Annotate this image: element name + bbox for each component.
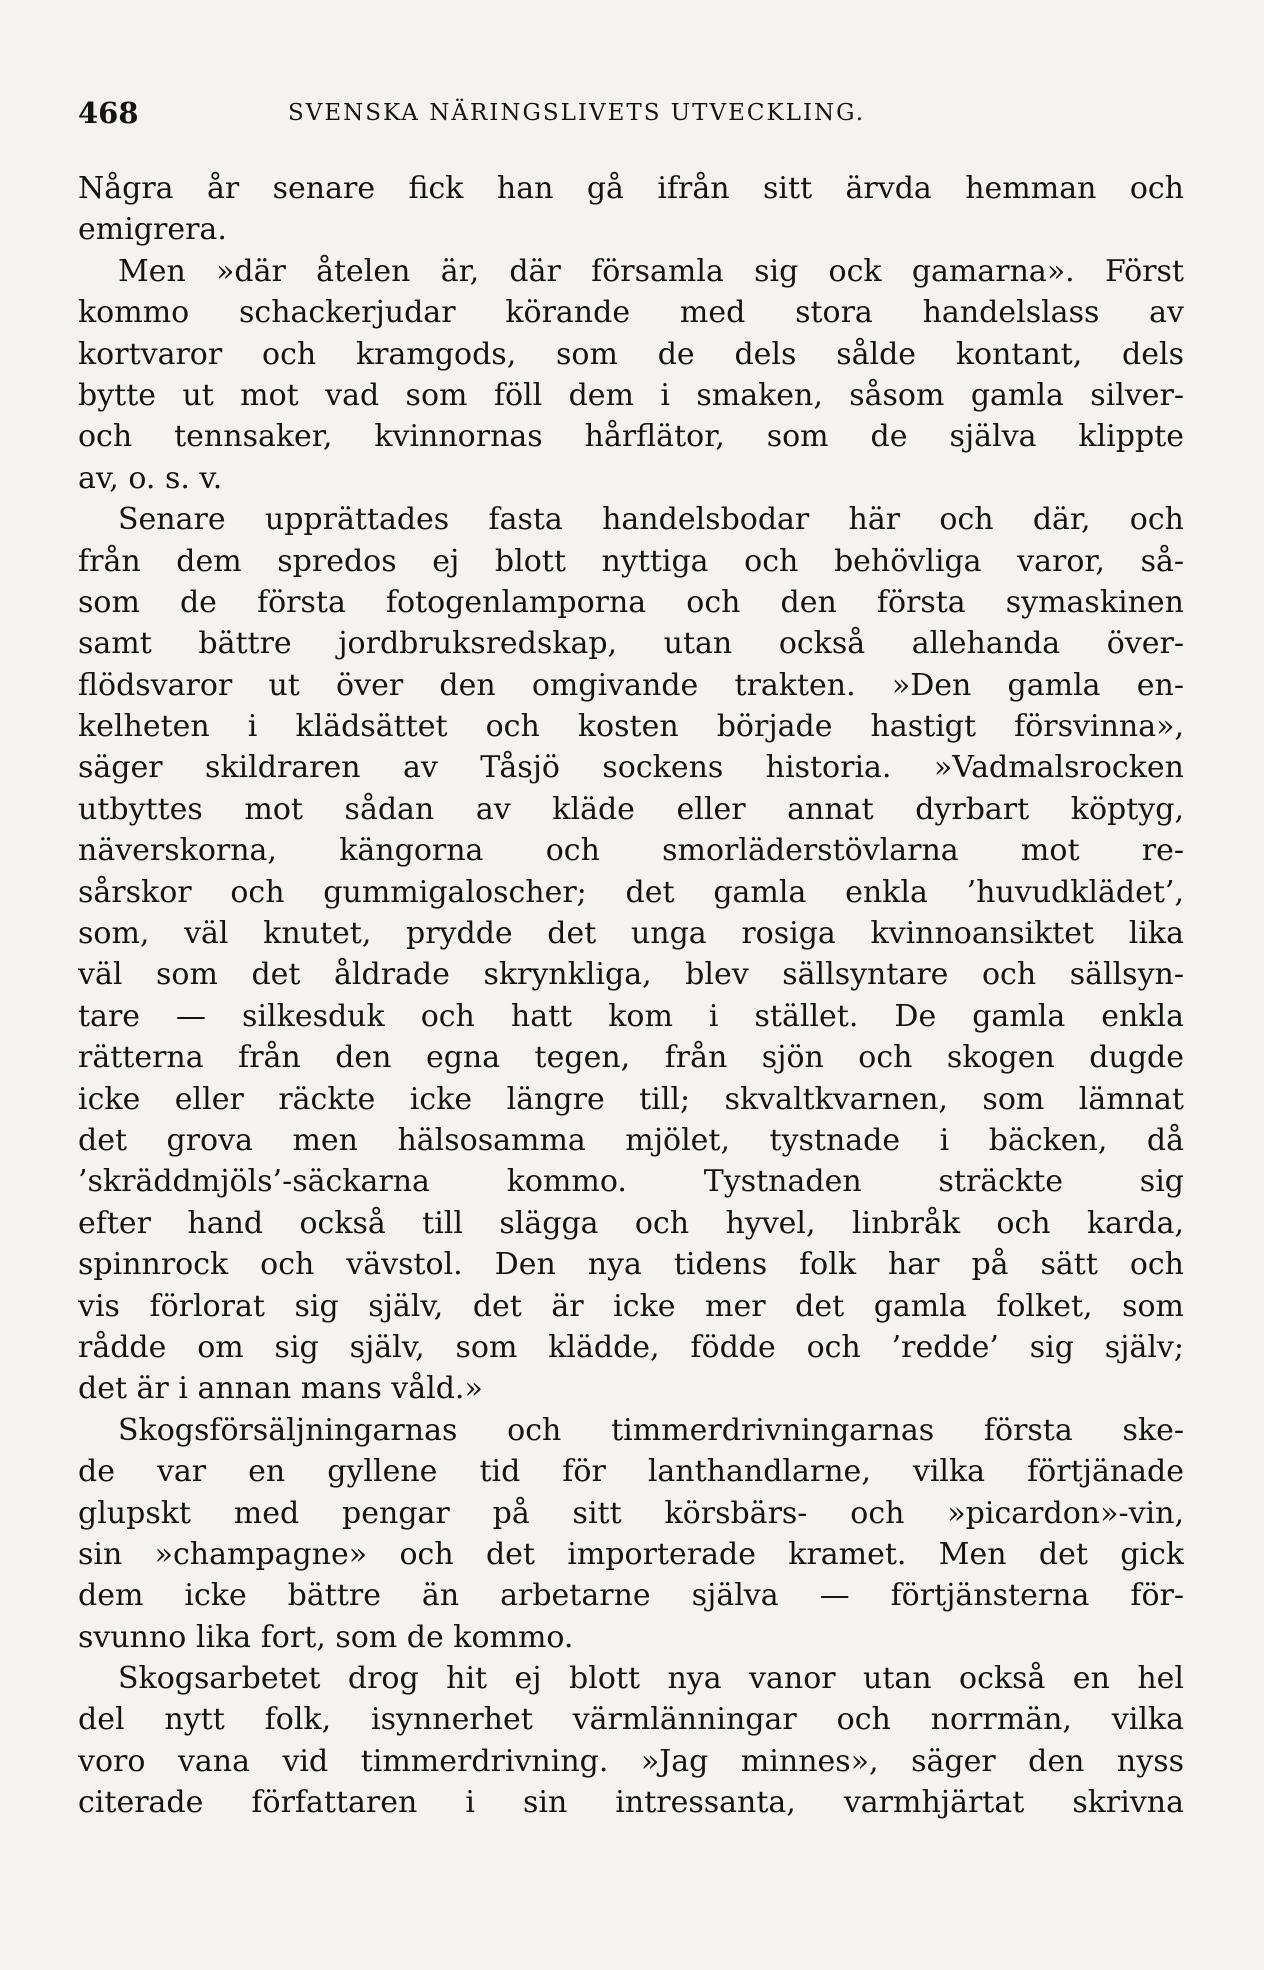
- text-line: Skogsförsäljningarnas och timmerdrivningarnas första ske-: [118, 1412, 1184, 1448]
- text-line: del nytt folk, isynnerhet värmlänningar och norrmän, vilka: [78, 1702, 1184, 1738]
- text-line: bytte ut mot vad som föll dem i smaken, såsom gamla silver-: [78, 377, 1184, 413]
- text-line: kelheten i klädsättet och kosten började hastigt försvinna»,: [78, 709, 1184, 745]
- running-header: [78, 96, 1184, 140]
- text-line: rådde om sig själv, som klädde, födde och ’redde’ sig själv;: [78, 1329, 1184, 1365]
- body-text: [78, 168, 1184, 1824]
- text-line: av, o. s. v.: [78, 460, 223, 496]
- text-line: sårskor och gummigaloscher; det gamla enkla ’huvudklädet’,: [78, 874, 1184, 910]
- text-line: samt bättre jordbruksredskap, utan också allehanda över-: [78, 626, 1184, 662]
- text-line: från dem spredos ej blott nyttiga och behövliga varor, så-: [78, 543, 1184, 579]
- page-number: 468: [78, 96, 139, 130]
- text-line: säger skildraren av Tåsjö sockens historia. »Vadmalsrocken: [78, 750, 1184, 786]
- text-line: Senare upprättades fasta handelsbodar här och där, och: [118, 502, 1184, 538]
- text-line: sin »champagne» och det importerade kramet. Men det gick: [78, 1536, 1184, 1572]
- text-line: Men »där åtelen är, där församla sig ock gamarna». Först: [118, 253, 1184, 289]
- text-line: emigrera.: [78, 212, 227, 248]
- text-line: väl som det åldrade skrynkliga, blev sällsyntare och sällsyn-: [78, 957, 1184, 993]
- text-line: icke eller räckte icke längre till; skvaltkvarnen, som lämnat: [78, 1081, 1184, 1117]
- text-line: citerade författaren i sin intressanta, varmhjärtat skrivna: [78, 1785, 1184, 1821]
- text-line: spinnrock och vävstol. Den nya tidens folk har på sätt och: [78, 1247, 1184, 1283]
- text-line: tare — silkesduk och hatt kom i stället. De gamla enkla: [78, 998, 1184, 1034]
- text-line: det är i annan mans våld.»: [78, 1371, 483, 1407]
- text-line: som de första fotogenlamporna och den första symaskinen: [78, 584, 1184, 620]
- text-line: Några år senare fick han gå ifrån sitt ärvda hemman och: [78, 171, 1184, 206]
- text-line: och tennsaker, kvinnornas hårflätor, som de själva klippte: [78, 419, 1184, 455]
- text-line: som, väl knutet, prydde det unga rosiga kvinnoansiktet lika: [78, 916, 1184, 952]
- text-line: dem icke bättre än arbetarne själva — förtjänsterna för-: [78, 1578, 1184, 1614]
- text-line: utbyttes mot sådan av kläde eller annat dyrbart köptyg,: [78, 791, 1184, 827]
- text-line: rätterna från den egna tegen, från sjön och skogen dugde: [78, 1040, 1184, 1076]
- text-line: det grova men hälsosamma mjölet, tystnade i bäcken, då: [78, 1122, 1184, 1158]
- text-line: svunno lika fort, som de kommo.: [78, 1619, 574, 1655]
- text-line: ’skräddmjöls’-säckarna kommo. Tystnaden sträckte sig: [78, 1164, 1184, 1200]
- text-line: glupskt med pengar på sitt körsbärs- och »picardon»-vin,: [78, 1495, 1184, 1531]
- text-line: kommo schackerjudar körande med stora handelslass av: [78, 295, 1184, 331]
- text-line: Skogsarbetet drog hit ej blott nya vanor utan också en hel: [118, 1661, 1184, 1697]
- text-line: vis förlorat sig själv, det är icke mer det gamla folket, som: [78, 1288, 1184, 1324]
- text-line: näverskorna, kängorna och smorläderstövlarna mot re-: [78, 833, 1184, 869]
- text-line: efter hand också till slägga och hyvel, linbråk och karda,: [78, 1205, 1184, 1241]
- text-line: voro vana vid timmerdrivning. »Jag minnes», säger den nyss: [78, 1743, 1184, 1779]
- running-title: SVENSKA NÄRINGSLIVETS UTVECKLING.: [288, 100, 866, 126]
- text-line: flödsvaror ut över den omgivande trakten. »Den gamla en-: [78, 667, 1184, 703]
- text-line: de var en gyllene tid för lanthandlarne, vilka förtjänade: [78, 1454, 1184, 1490]
- text-line: kortvaror och kramgods, som de dels sålde kontant, dels: [78, 336, 1184, 372]
